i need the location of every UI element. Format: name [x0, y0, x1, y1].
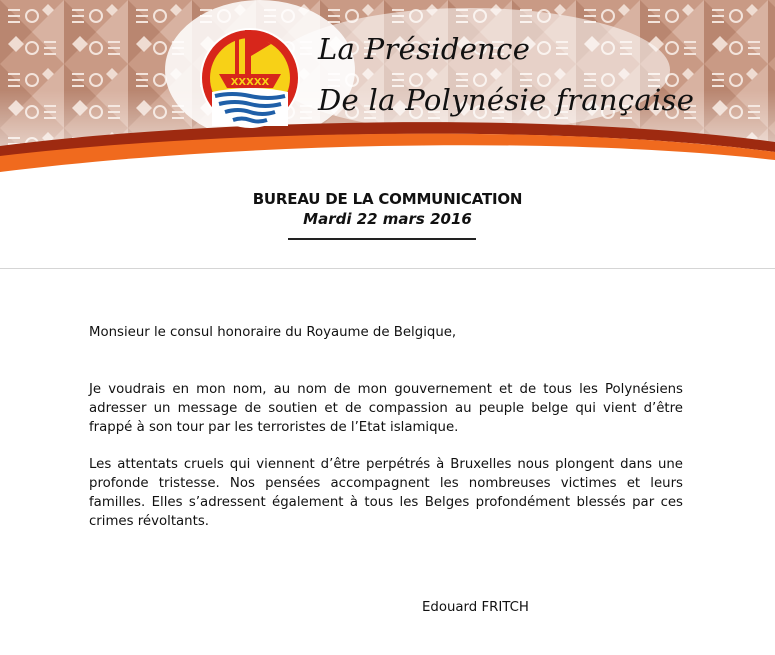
letter-signature: Edouard FRITCH [422, 600, 529, 615]
header-divider [0, 268, 775, 269]
polynesia-seal-icon [197, 22, 303, 130]
bureau-title: BUREAU DE LA COMMUNICATION [252, 190, 523, 208]
letter-salutation: Monsieur le consul honoraire du Royaume de Belgique, [89, 325, 457, 340]
letterhead [0, 0, 775, 270]
presidency-title-line-1: La Présidence [318, 32, 531, 66]
presidency-title-line-2: De la Polynésie française [318, 83, 695, 117]
document-date: Mardi 22 mars 2016 [303, 210, 472, 228]
seal-mark: XXXXX [230, 77, 270, 88]
date-underline [288, 238, 476, 240]
letter-paragraph-2: Les attentats cruels qui viennent d’être perpétrés à Bruxelles nous plongent dans une profonde tristesse. Nos pensées accompagnent les nombreuses victimes et leurs familles. Elles s’adressent également à tous les Belges profondément blessés par ces crimes révoltants. [89, 457, 683, 529]
letter-paragraph-1: Je voudrais en mon nom, au nom de mon gouvernement et de tous les Polynésiens adresser un message de soutien et de compassion au peuple belge qui vient d’être frappé à son tour par les terroristes de l’Etat islamique. [89, 382, 683, 435]
